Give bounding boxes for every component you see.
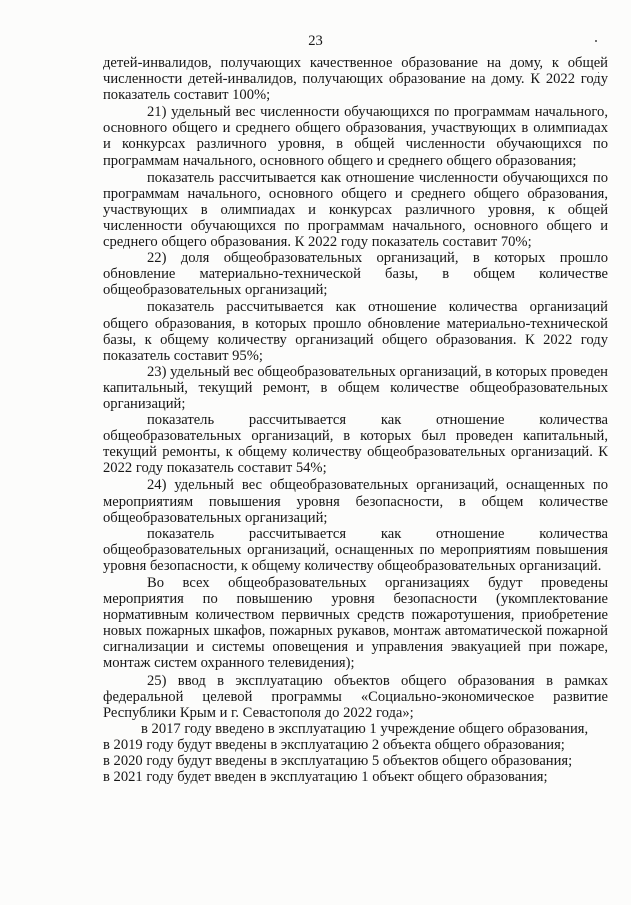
paragraph-item-24: 24) удельный вес общеобразовательных организаций, оснащенных по мероприятиям повышения уровня безопасности, в общем количестве общеобразовательных организаций; <box>103 477 608 526</box>
paragraph-item-21-calculation: показатель рассчитывается как отношение численности обучающихся по программам начального, основного общего и среднего общего образования, участвующих в олимпиадах и конкурсах различного уровня, к общей численности обучающихся по программам начального, основного общего и среднего общего образования. К 2022 году показатель составит 70%; <box>103 169 608 251</box>
paragraph-commissioning-2017: в 2017 году введено в эксплуатацию 1 учреждение общего образования, <box>141 720 589 737</box>
paragraph-item-21: 21) удельный вес численности обучающихся по программам начального, основного общего и среднего общего образования, участвующих в олимпиадах и конкурсах различного уровня, в общей численности обучающихся по программам начального, основного общего и среднего общего образования; <box>103 104 608 169</box>
paragraph-item-23: 23) удельный вес общеобразовательных организаций, в которых проведен капитальный, текущий ремонт, в общем количестве общеобразовательных организаций; <box>103 363 608 412</box>
paragraph-safety-measures: Во всех общеобразовательных организациях будут проведены мероприятия по повышению уровня безопасности (укомплектование нормативным количеством первичных средств пожаротушения, приобретение новых пожарных шкафов, пожарных рукавов, монтаж автоматической пожарной сигнализации и системы оповещения и управления эвакуацией при пожаре, монтаж систем охранного телевидения); <box>103 575 608 672</box>
paragraph-commissioning-2020: в 2020 году будут введены в эксплуатацию 5 объектов общего образования; <box>103 753 573 770</box>
paragraph-item-22-calculation: показатель рассчитывается как отношение количества организаций общего образования, в которых прошло обновление материально-технической базы, к общему количеству организаций общего образования. К 2022 году показатель составит 95%; <box>103 299 608 364</box>
document-body <box>103 55 608 785</box>
paragraph-item-24-calculation: показатель рассчитывается как отношение количества общеобразовательных организаций, оснащенных по мероприятиям повышения уровня безопасности, к общему количеству общеобразовательных организаций. <box>103 525 608 574</box>
paragraph-commissioning-2021: в 2021 году будет введен в эксплуатацию 1 объект общего образования; <box>103 769 548 786</box>
paragraph-item-25: 25) ввод в эксплуатацию объектов общего образования в рамках федеральной целевой программы «Социально-экономическое развитие Республики Крым и г. Севастополя до 2022 года»; <box>103 672 608 721</box>
scan-speck-mark <box>595 40 597 42</box>
paragraph-commissioning-2019: в 2019 году будут введены в эксплуатацию 2 объекта общего образования; <box>103 736 565 753</box>
paragraph-continuation: детей-инвалидов, получающих качественное образование на дому, к общей численности детей-инвалидов, получающих образование на дому. К 2022 году показатель составит 100%; <box>103 55 608 104</box>
page-number: 23 <box>308 33 323 49</box>
paragraph-item-23-calculation: показатель рассчитывается как отношение количества общеобразовательных организаций, в которых был проведен капитальный, текущий ремонты, к общему количеству общеобразовательных организаций. К 2022 году показатель составит 54%; <box>103 412 608 477</box>
paragraph-item-22: 22) доля общеобразовательных организаций, в которых прошло обновление материально-технической базы, в общем количестве общеобразовательных организаций; <box>103 250 608 299</box>
